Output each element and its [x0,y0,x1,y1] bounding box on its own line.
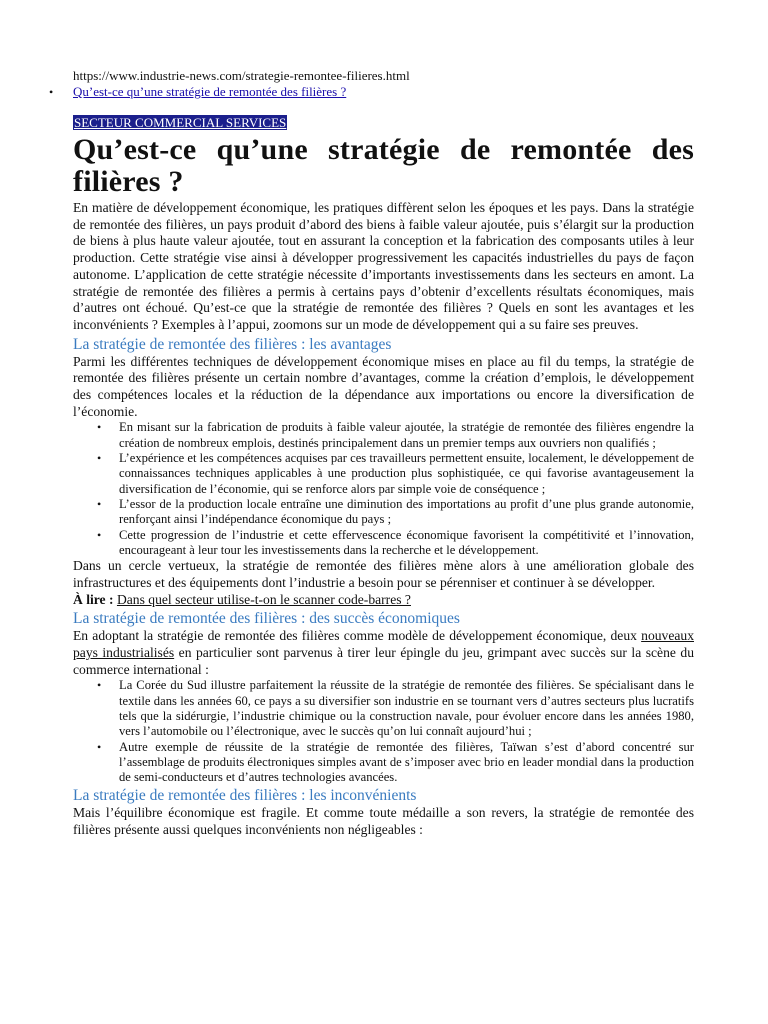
list-item: • En misant sur la fabrication de produits à faible valeur ajoutée, la stratégie de remontée des filières engendre la création de nombreux emplois, destinés principalement dans un premier temps aux ouvriers non qualifiés ; [119,420,694,451]
successes-text-end: en particulier sont parvenus à tirer leur épingle du jeu, grimpant avec succès sur la scène du commerce international : [73,644,694,677]
successes-text-start: En adoptant la stratégie de remontée des filières comme modèle de développement économique, deux [73,628,637,644]
page-title: Qu’est-ce qu’une stratégie de remontée des filières ? [73,133,694,198]
list-item: • La Corée du Sud illustre parfaitement la réussite de la stratégie de remontée des filières. Se spécialisant dans le textile dans les années 60, ce pays a su diversifier son industrie en se tournant vers d’autres secteurs plus lucratifs tels que la sidérurgie, l’industrie chimique ou la construction navale, pour évoluer encore dans les années 1980, vers l’automobile ou l’électronique, avec le succès qu’on lui connaît aujourd’hui ; [119,678,694,739]
advantages-paragraph: Parmi les différentes techniques de développement économique mises en place au fil du temps, la stratégie de remontée des filières présente un certain nombre d’avantages, comme la création d’emplois, le développement des compétences locales et la réduction de la dépendance aux importations ou encore la diversification de l’économie. [73,353,694,419]
section-heading-successes: La stratégie de remontée des filières : des succès économiques [73,610,460,628]
drawbacks-paragraph: Mais l’équilibre économique est fragile. Et comme toute médaille a son revers, la stratégie de remontée des filières présente aussi quelques inconvénients non négligeables : [73,805,694,838]
list-item: • Cette progression de l’industrie et cette effervescence économique favorisent la compétitivité et l’innovation, encourageant à leur tour les investissements dans la recherche et le développement. [119,528,694,559]
section-heading-advantages: La stratégie de remontée des filières : les avantages [73,335,392,353]
list-item: • L’essor de la production locale entraîne une diminution des importations au profit d’une plus grande autonomie, renforçant ainsi l’indépendance économique du pays ; [119,497,694,528]
advantages-closing: Dans un cercle vertueux, la stratégie de remontée des filières mène alors à une amélioration globale des infrastructures et des équipements dont l’industrie a besoin pour se pérenniser et continuer à se développer. [73,558,694,590]
list-item: • L’expérience et les compétences acquises par ces travailleurs permettent ensuite, localement, le développement de connaissances techniques applicables à une production plus sophistiquée, ce qui favorise avantageusement la diversification de l’économie, qui se renforce alors par simple voie de conséquence ; [119,451,694,497]
list-item: • Autre exemple de réussite de la stratégie de remontée des filières, Taïwan s’est d’abord concentré sur l’assemblage de produits électroniques simples avant de s’imposer avec brio en leader mondial dans la production de semi-conducteurs et d’autres technologies avancées. [119,740,694,786]
read-also-link[interactable]: Dans quel secteur utilise-t-on le scanner code-barres ? [116,591,411,607]
advantages-list [73,420,694,558]
section-heading-drawbacks: La stratégie de remontée des filières : les inconvénients [73,787,417,805]
industrialized-countries-link[interactable]: nouveaux pays industrialisés [73,628,694,660]
document-page [49,68,694,839]
successes-paragraph [73,628,694,678]
category-link[interactable]: SECTEUR COMMERCIAL SERVICES [74,115,287,130]
successes-list [73,678,694,785]
intro-paragraph: En matière de développement économique, les pratiques diffèrent selon les époques et les pays. Dans la stratégie de remontée des filières, un pays produit d’abord des biens à faible valeur ajoutée, puis s’élargit sur la production de biens à plus haute valeur ajoutée, tout en assurant la conception et la fabrication des composants utiles à leur production. Cette stratégie vise ainsi à développer progressivement les capacités industrielles du pays de façon autonome. L’application de cette stratégie nécessite d’importants investissements dans les secteurs en amont. La stratégie de remontée des filières a permis à certains pays d’obtenir d’excellents résultats économiques, mais d’autres ont échoué. Qu’est-ce que la stratégie de remontée des filières ? Quels en sont les avantages et les inconvénients ? Exemples à l’appui, zoomons sur un mode de développement qui a su faire ses preuves. [73,200,694,332]
read-also-label: À lire : [73,591,114,607]
read-also [73,592,694,609]
bullet-icon: • [49,85,54,99]
top-link[interactable]: Qu’est-ce qu’une stratégie de remontée des filières ? [73,84,347,99]
category-tag [73,115,694,130]
source-url: https://www.industrie-news.com/strategie-remontee-filieres.html [73,68,410,83]
top-link-item [49,84,694,100]
